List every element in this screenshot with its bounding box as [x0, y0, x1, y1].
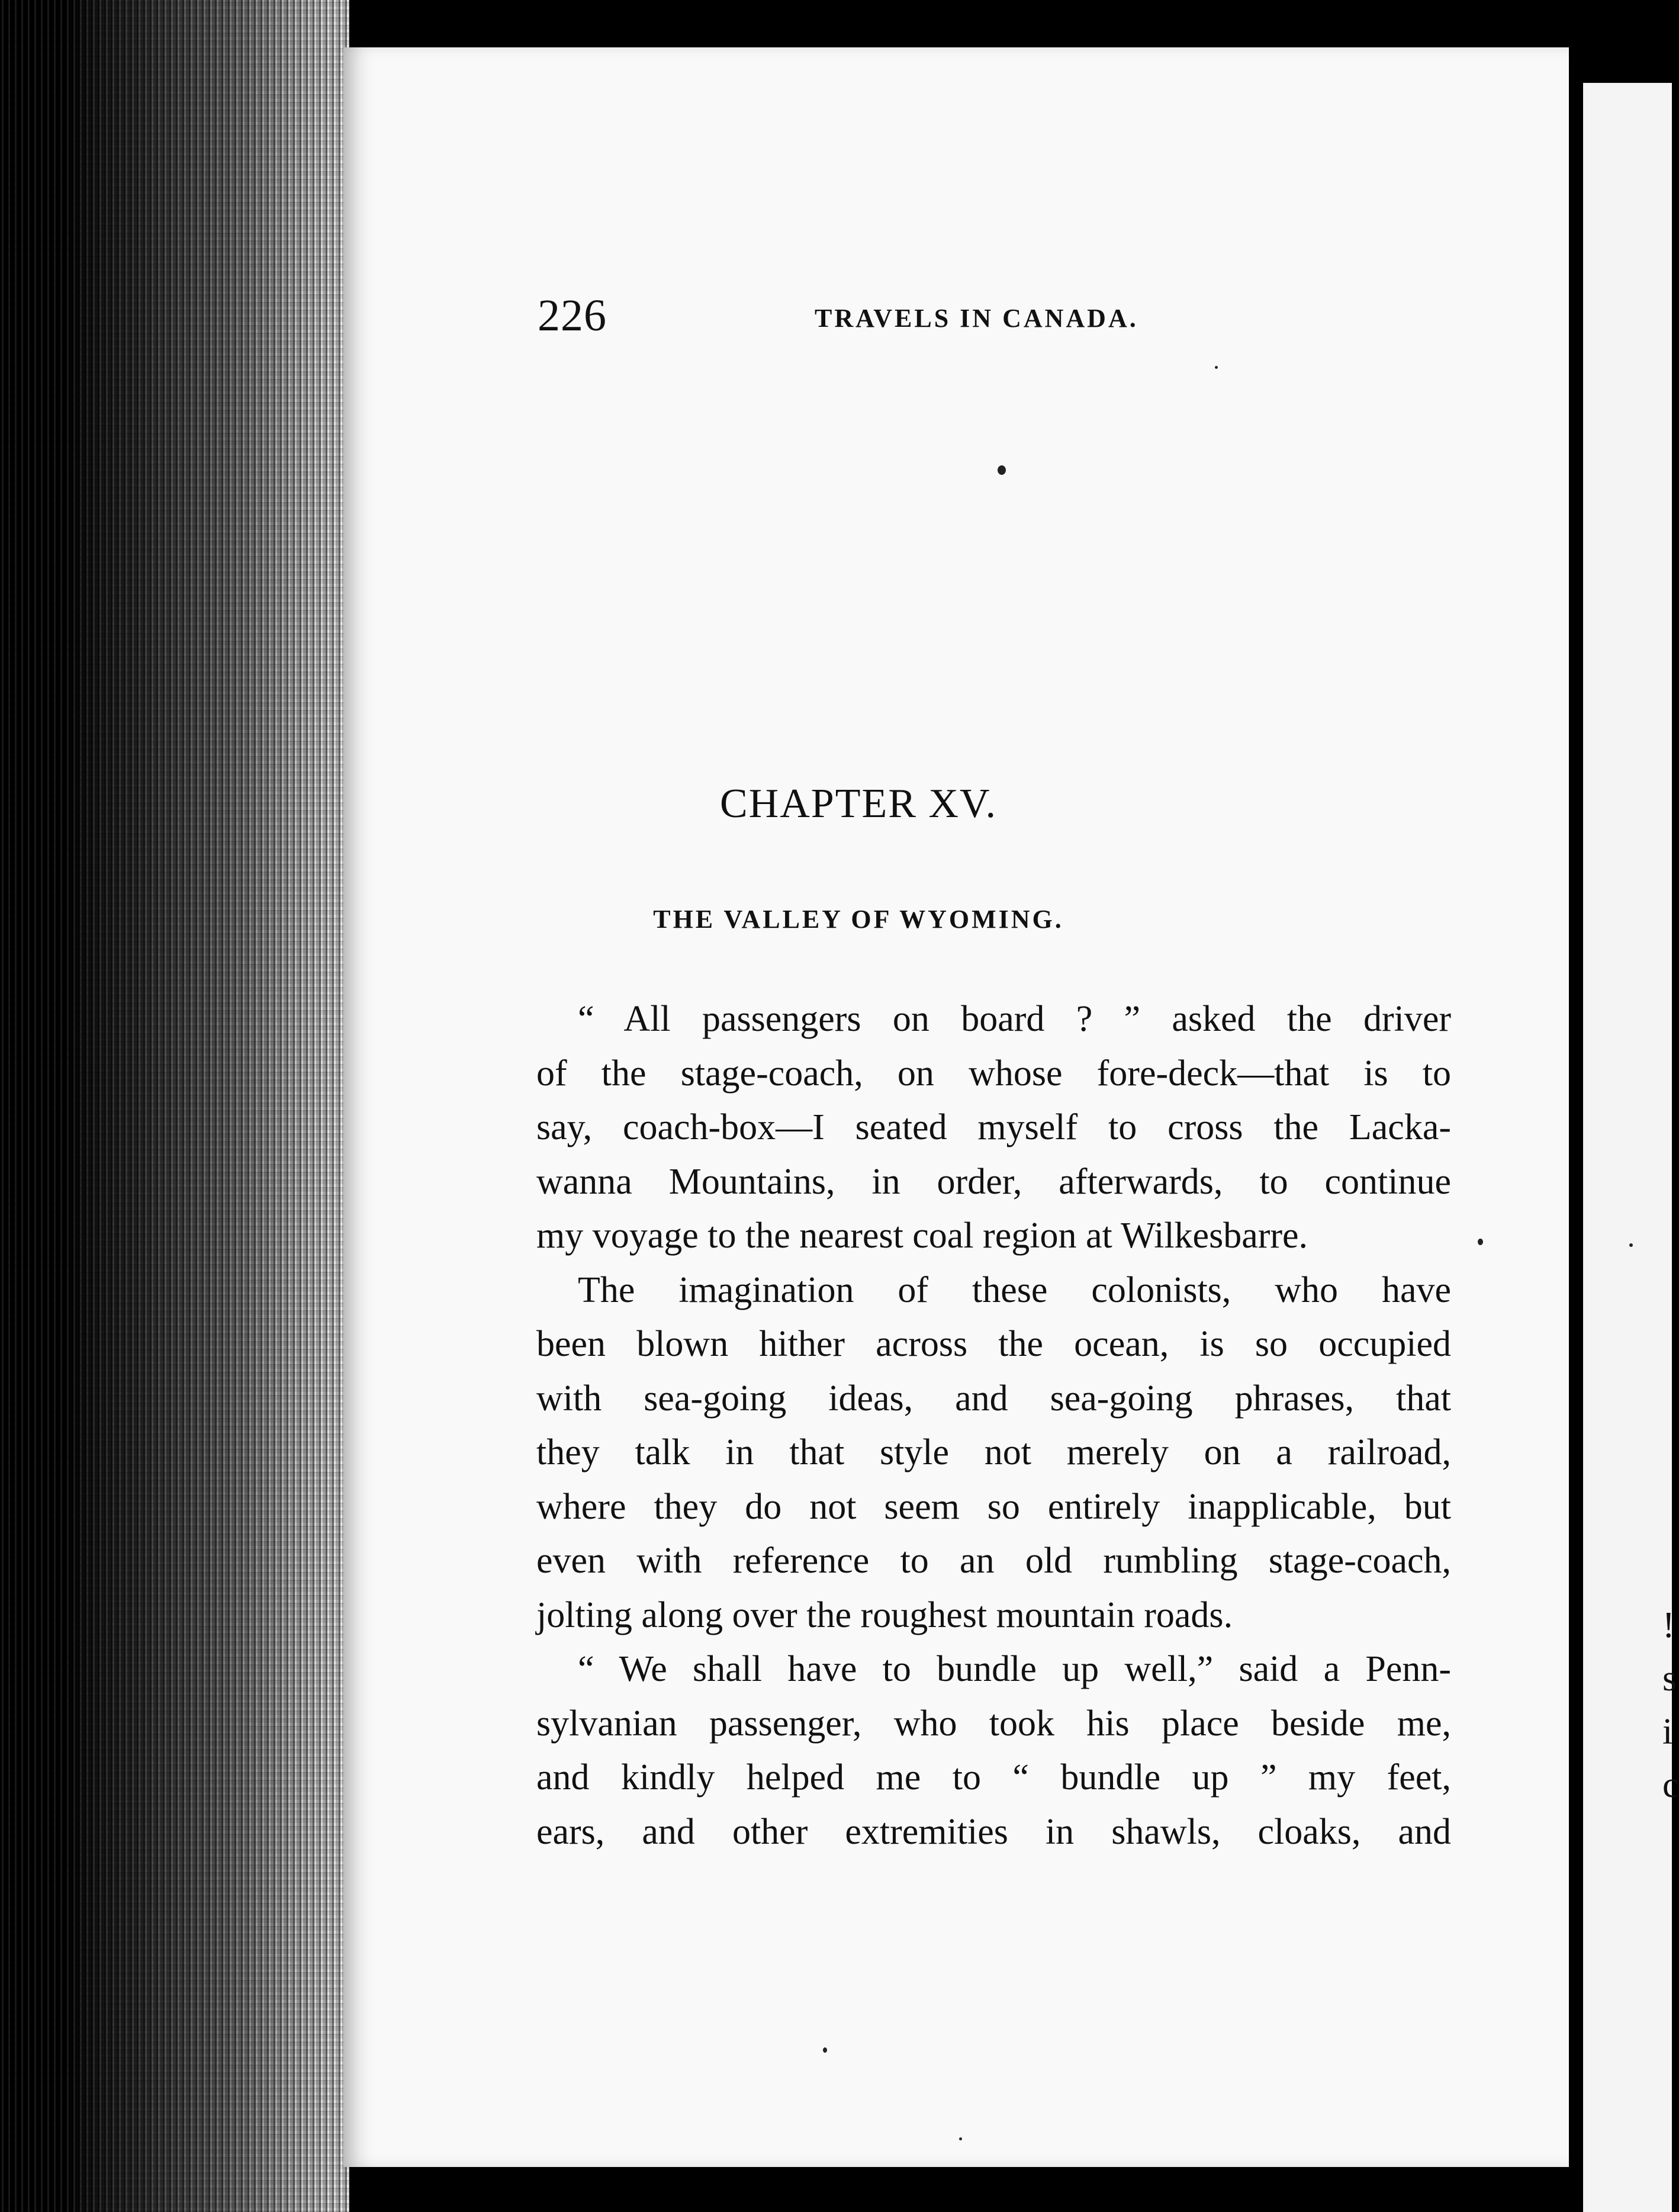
body-line: even with reference to an old rumbling stage-coach,	[536, 1541, 1451, 1581]
body-line: sylvanian passenger, who took his place beside me,	[536, 1703, 1451, 1744]
body-line: of the stage-coach, on whose fore-deck—that is to	[536, 1053, 1451, 1094]
body-line: my voyage to the nearest coal region at Wilkesbarre.	[536, 1216, 1308, 1256]
print-speck	[1215, 366, 1218, 369]
body-line: say, coach-box—I seated myself to cross the Lacka-	[536, 1107, 1451, 1147]
body-line: “ We shall have to bundle up well,” said a Penn-	[578, 1649, 1451, 1689]
chapter-title: CHAPTER XV.	[719, 781, 997, 827]
body-line: been blown hither across the ocean, is so occupied	[536, 1324, 1451, 1364]
body-line: The imagination of these colonists, who have	[578, 1269, 1451, 1310]
body-line: and kindly helped me to “ bundle up ” my feet,	[536, 1757, 1451, 1798]
page-number: 226	[538, 291, 607, 340]
body-line: jolting along over the roughest mountain roads.	[536, 1594, 1233, 1635]
chapter-subtitle: THE VALLEY OF WYOMING.	[653, 905, 1064, 934]
print-speck	[1629, 1243, 1633, 1247]
body-line: “ All passengers on board ? ” asked the driver	[578, 999, 1451, 1039]
running-title: TRAVELS IN CANADA.	[815, 304, 1138, 333]
facing-page-edge	[1583, 83, 1679, 2212]
running-head	[538, 290, 1189, 340]
body-line: ears, and other extremities in shawls, cloaks, and	[536, 1811, 1451, 1852]
body-line: they talk in that style not merely on a railroad,	[536, 1432, 1451, 1472]
print-speck	[823, 2047, 827, 2053]
page-gutter	[1569, 0, 1583, 2212]
print-speck	[1478, 1239, 1483, 1245]
spine-texture	[0, 0, 349, 2212]
body-line: with sea-going ideas, and sea-going phrases, that	[536, 1378, 1451, 1419]
print-speck	[998, 465, 1006, 475]
body-line: where they do not seem so entirely inapplicable, but	[536, 1486, 1451, 1527]
body-line: wanna Mountains, in order, afterwards, to continue	[536, 1161, 1451, 1202]
body-text	[536, 992, 1451, 1859]
facing-page-letters: ! s i c	[1662, 1605, 1679, 1805]
print-speck	[959, 2137, 962, 2140]
